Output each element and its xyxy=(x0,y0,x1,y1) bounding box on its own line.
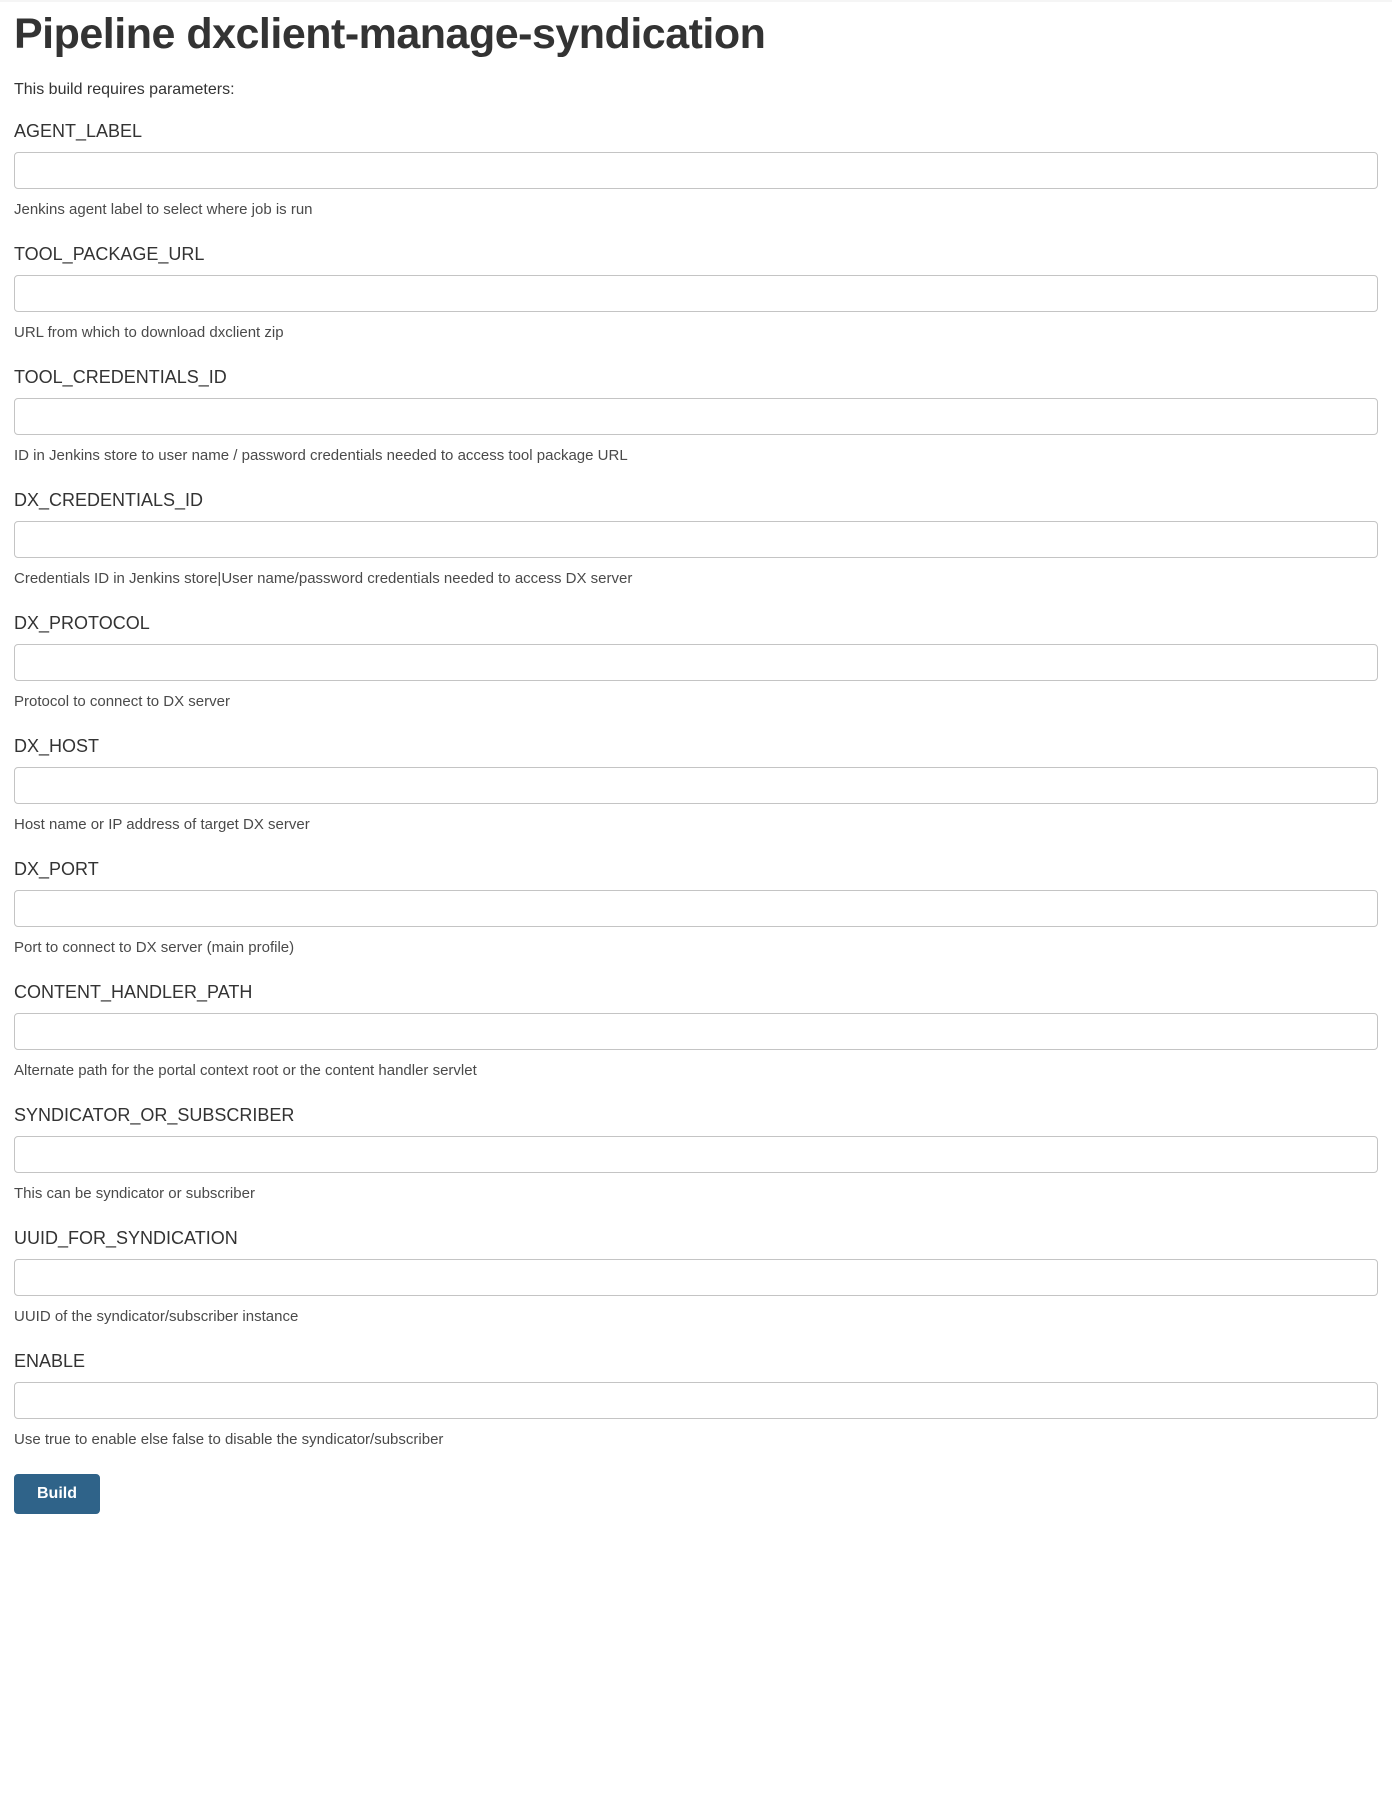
parameter-row xyxy=(14,1228,1378,1325)
parameters-list xyxy=(14,121,1378,1448)
parameter-label: SYNDICATOR_OR_SUBSCRIBER xyxy=(14,1105,295,1126)
parameter-description: Port to connect to DX server (main profile) xyxy=(14,939,295,957)
parameter-input-enable[interactable] xyxy=(14,1382,1378,1419)
page-title: Pipeline dxclient-manage-syndication xyxy=(14,10,766,58)
parameter-description: UUID of the syndicator/subscriber instance xyxy=(14,1308,299,1326)
parameter-row xyxy=(14,613,1378,710)
parameter-label: TOOL_CREDENTIALS_ID xyxy=(14,367,227,388)
parameter-description: Protocol to connect to DX server xyxy=(14,693,230,711)
parameter-description: Credentials ID in Jenkins store|User name/password credentials needed to access DX server xyxy=(14,570,633,588)
parameter-row xyxy=(14,490,1378,587)
parameter-description: Alternate path for the portal context root or the content handler servlet xyxy=(14,1062,477,1080)
parameter-input-agent-label[interactable] xyxy=(14,152,1378,189)
parameter-row xyxy=(14,736,1378,833)
parameter-label: DX_CREDENTIALS_ID xyxy=(14,490,204,511)
parameter-input-dx-credentials-id[interactable] xyxy=(14,521,1378,558)
parameter-input-uuid-for-syndication[interactable] xyxy=(14,1259,1378,1296)
parameter-description: URL from which to download dxclient zip xyxy=(14,324,284,342)
parameter-input-content-handler-path[interactable] xyxy=(14,1013,1378,1050)
parameter-label: DX_HOST xyxy=(14,736,100,757)
parameter-label: ENABLE xyxy=(14,1351,86,1372)
parameter-input-dx-port[interactable] xyxy=(14,890,1378,927)
parameter-row xyxy=(14,121,1378,218)
parameter-label: TOOL_PACKAGE_URL xyxy=(14,244,205,265)
parameter-input-tool-credentials-id[interactable] xyxy=(14,398,1378,435)
parameter-row xyxy=(14,1351,1378,1448)
parameter-row xyxy=(14,1105,1378,1202)
parameter-row xyxy=(14,859,1378,956)
parameter-label: UUID_FOR_SYNDICATION xyxy=(14,1228,238,1249)
parameter-row xyxy=(14,244,1378,341)
parameter-label: CONTENT_HANDLER_PATH xyxy=(14,982,253,1003)
parameter-row xyxy=(14,367,1378,464)
parameter-input-tool-package-url[interactable] xyxy=(14,275,1378,312)
parameter-description: Use true to enable else false to disable the syndicator/subscriber xyxy=(14,1431,444,1449)
parameter-input-dx-protocol[interactable] xyxy=(14,644,1378,681)
parameter-label: DX_PORT xyxy=(14,859,99,880)
parameter-description: Host name or IP address of target DX server xyxy=(14,816,310,834)
parameter-input-dx-host[interactable] xyxy=(14,767,1378,804)
top-divider xyxy=(0,0,1392,2)
parameter-description: Jenkins agent label to select where job is run xyxy=(14,201,313,219)
parameter-row xyxy=(14,982,1378,1079)
parameter-description: ID in Jenkins store to user name / password credentials needed to access tool package URL xyxy=(14,447,628,465)
parameter-input-syndicator-or-subscriber[interactable] xyxy=(14,1136,1378,1173)
form-actions xyxy=(14,1474,1378,1554)
parameter-label: AGENT_LABEL xyxy=(14,121,143,142)
parameter-description: This can be syndicator or subscriber xyxy=(14,1185,255,1203)
parameter-label: DX_PROTOCOL xyxy=(14,613,150,634)
build-button[interactable]: Build xyxy=(14,1474,100,1514)
parameters-intro-text: This build requires parameters: xyxy=(14,81,235,99)
page-content xyxy=(0,12,1392,1554)
